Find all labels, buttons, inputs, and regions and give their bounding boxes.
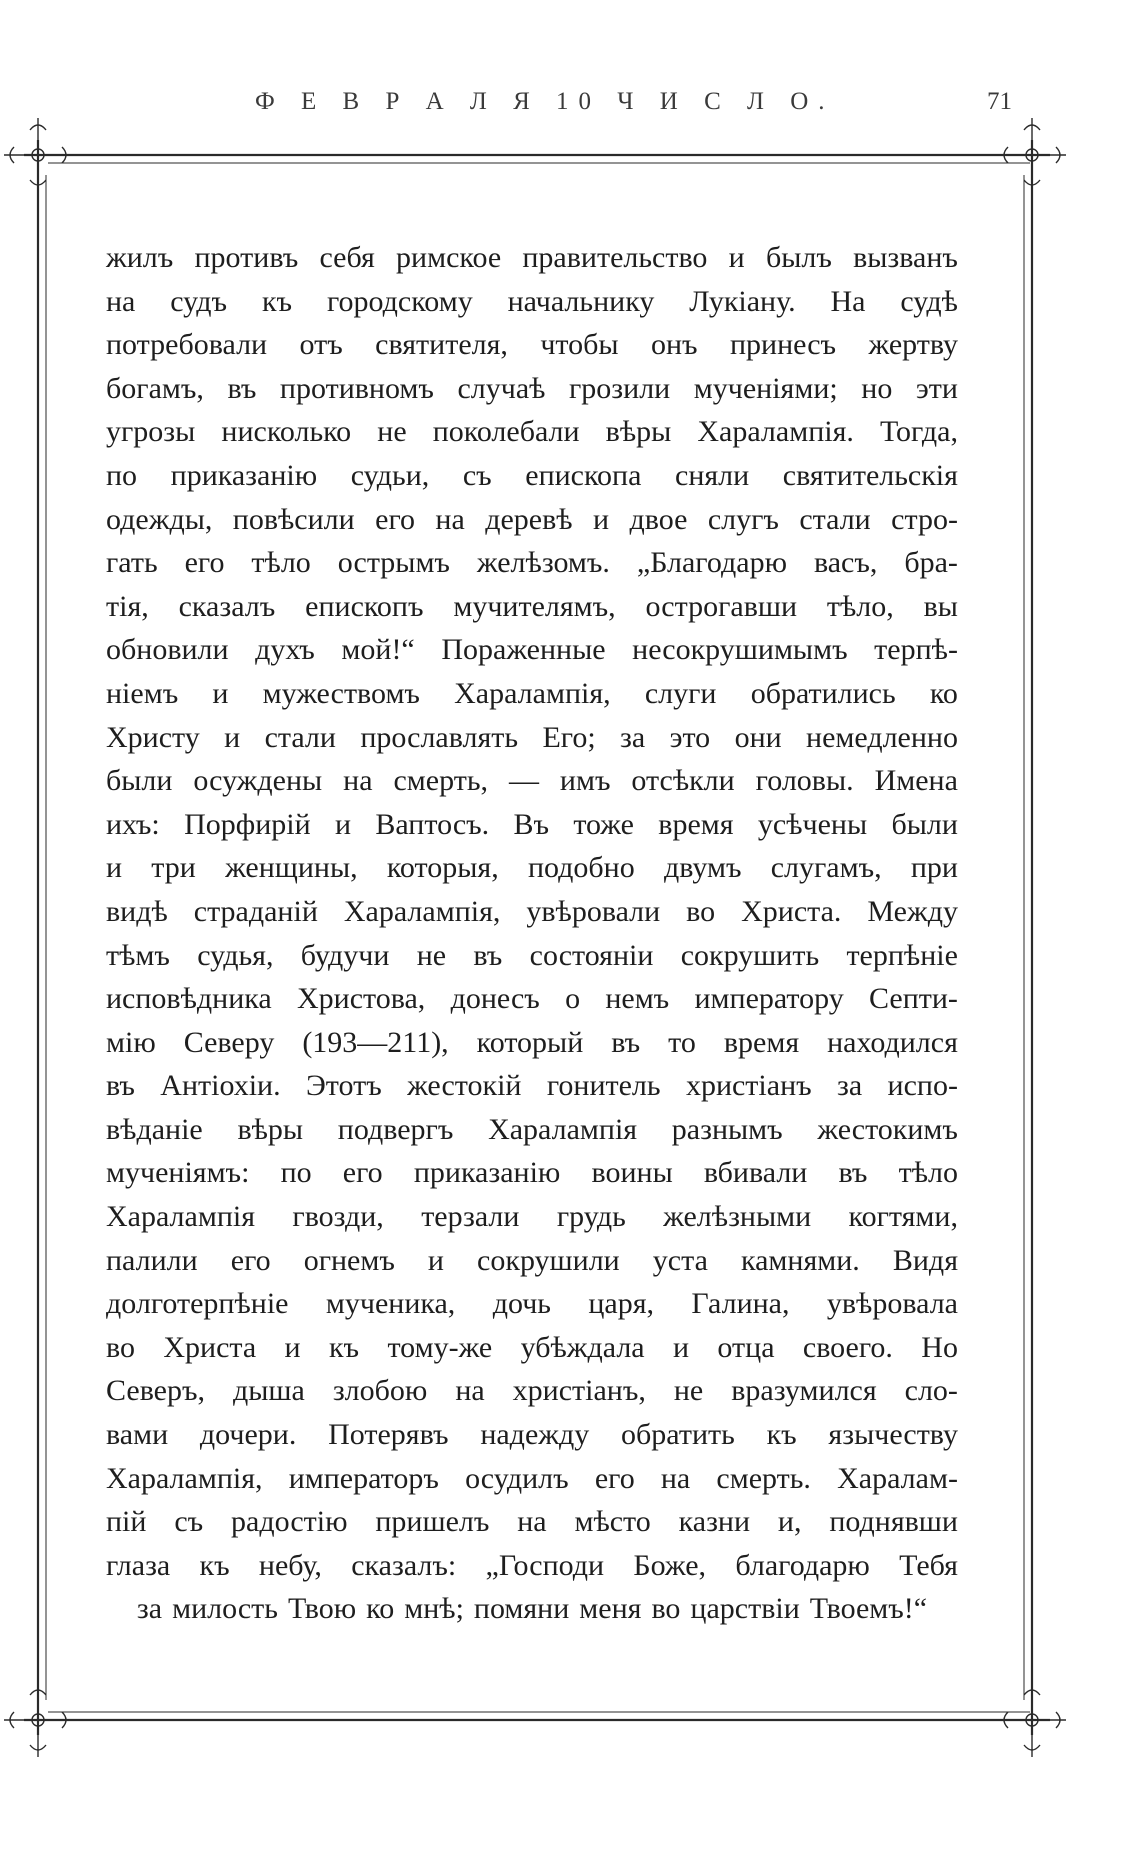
text-line: исповѣдника Христова, донесъ о немъ императору Септи- bbox=[106, 982, 958, 1016]
text-line: ихъ: Порфирій и Ваптосъ. Въ тоже время усѣчены были bbox=[106, 807, 958, 841]
text-line: ніемъ и мужествомъ Харалампія, слуги обратились ко bbox=[106, 676, 958, 710]
text-line: и три женщины, которыя, подобно двумъ слугамъ, при bbox=[106, 851, 958, 885]
text-line: потребовали отъ святителя, чтобы онъ принесъ жертву bbox=[106, 328, 958, 362]
text-line: гать его тѣло острымъ желѣзомъ. „Благодарю васъ, бра- bbox=[106, 546, 958, 580]
text-line: Харалампія, императоръ осудилъ его на смерть. Харалам- bbox=[106, 1461, 958, 1495]
text-line: Северъ, дыша злобою на христіанъ, не вразумился сло- bbox=[106, 1374, 958, 1408]
text-line: пій съ радостію пришелъ на мѣсто казни и, поднявши bbox=[106, 1505, 958, 1539]
text-line: долготерпѣніе мученика, дочь царя, Галина, увѣровала bbox=[106, 1287, 958, 1321]
text-line: на судъ къ городскому начальнику Лукіану. На судѣ bbox=[106, 284, 958, 318]
corner-ornament-top-right bbox=[1000, 118, 1066, 192]
running-title: Ф Е В Р А Л Я 10 Ч И С Л О. bbox=[255, 88, 835, 115]
text-line: тія, сказалъ епископъ мучителямъ, острогавши тѣло, вы bbox=[106, 589, 958, 623]
corner-ornament-bottom-left bbox=[4, 1683, 70, 1757]
text-line: богамъ, въ противномъ случаѣ грозили мученіями; но эти bbox=[106, 371, 958, 405]
text-line: были осуждены на смерть, — имъ отсѣкли головы. Имена bbox=[106, 764, 958, 798]
body-text bbox=[106, 236, 958, 1631]
text-line: во Христа и къ тому-же убѣждала и отца своего. Но bbox=[106, 1330, 958, 1364]
text-line: мію Северу (193—211), который въ то время находился bbox=[106, 1025, 958, 1059]
text-line: одежды, повѣсили его на деревѣ и двое слугъ стали стро- bbox=[106, 502, 958, 536]
text-line: по приказанію судьи, съ епископа сняли святительскія bbox=[106, 458, 958, 492]
text-line: Харалампія гвозди, терзали грудь желѣзными когтями, bbox=[106, 1200, 958, 1234]
text-line: въ Антіохіи. Этотъ жестокій гонитель христіанъ за испо- bbox=[106, 1069, 958, 1103]
text-line: вѣданіе вѣры подвергъ Харалампія разнымъ жестокимъ bbox=[106, 1112, 958, 1146]
page-number: 71 bbox=[987, 88, 1012, 115]
text-line: глаза къ небу, сказалъ: „Господи Боже, благодарю Тебя bbox=[106, 1548, 958, 1582]
text-line: видѣ страданій Харалампія, увѣровали во Христа. Между bbox=[106, 894, 958, 928]
text-line: за милость Твою ко мнѣ; помяни меня во царствіи Твоемъ!“ bbox=[136, 1592, 928, 1626]
running-head bbox=[0, 88, 1140, 128]
corner-ornament-bottom-right bbox=[1000, 1683, 1066, 1757]
text-line: жилъ противъ себя римское правительство и былъ вызванъ bbox=[106, 241, 958, 274]
text-line: угрозы нисколько не поколебали вѣры Харалампія. Тогда, bbox=[106, 415, 958, 449]
text-line: мученіямъ: по его приказанію воины вбивали въ тѣло bbox=[106, 1156, 958, 1190]
text-line: Христу и стали прославлять Его; за это они немедленно bbox=[106, 720, 958, 754]
corner-ornament-top-left bbox=[4, 118, 70, 192]
text-line: обновили духъ мой!“ Пораженные несокрушимымъ терпѣ- bbox=[106, 633, 958, 667]
text-line: палили его огнемъ и сокрушили уста камнями. Видя bbox=[106, 1243, 958, 1277]
text-line: тѣмъ судья, будучи не въ состояніи сокрушить терпѣніе bbox=[106, 938, 958, 972]
text-line: вами дочери. Потерявъ надежду обратить къ язычеству bbox=[106, 1418, 958, 1452]
